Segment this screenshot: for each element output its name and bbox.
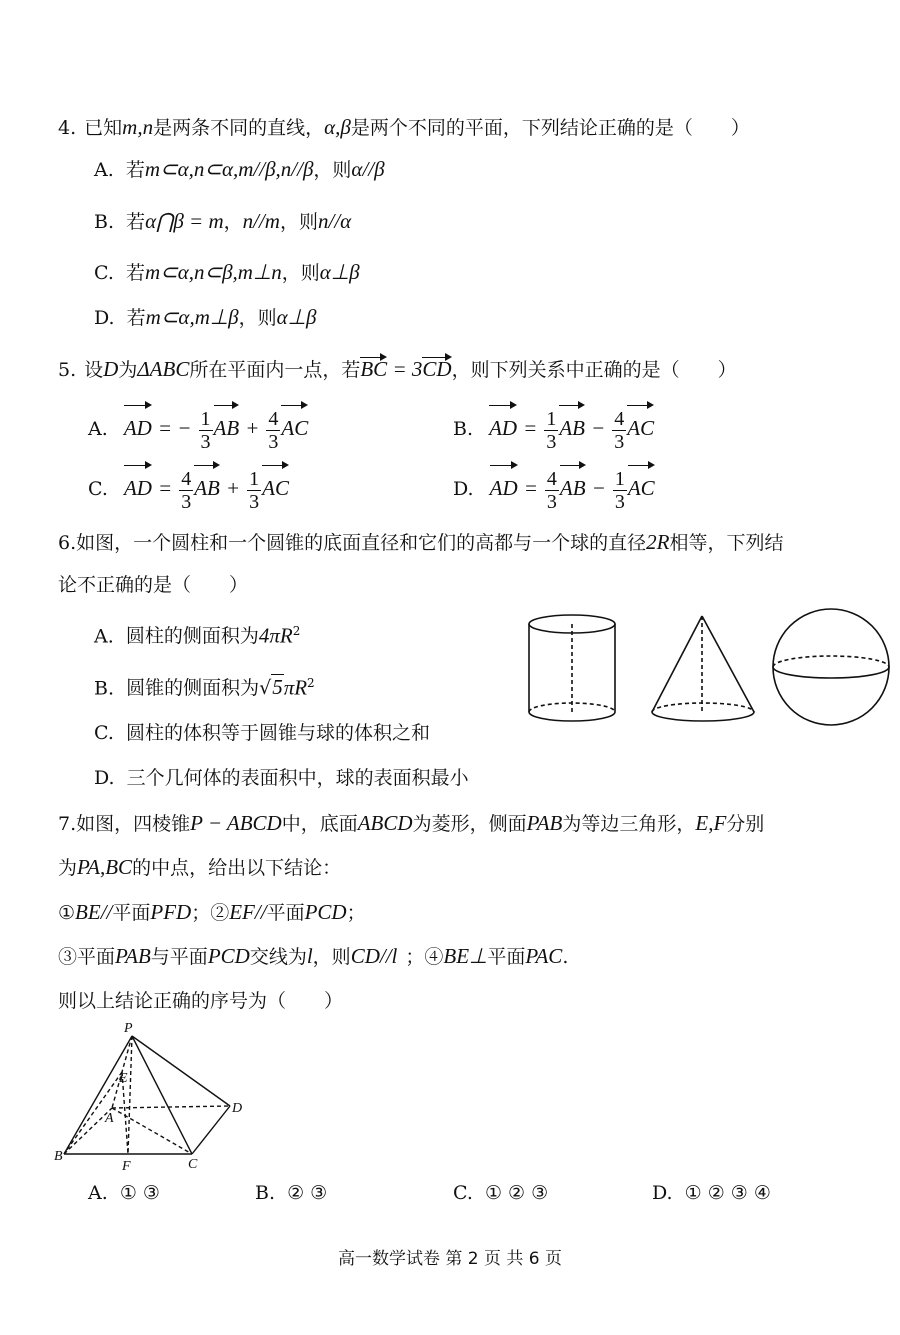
q5-number: 5.: [58, 359, 77, 381]
q7-var: P − ABCD: [190, 811, 282, 835]
fraction: [613, 468, 627, 513]
option-label: B.: [94, 677, 115, 700]
vector-ac: AC: [262, 464, 289, 512]
q7-text: 为: [58, 857, 78, 879]
option-text: 圆柱的侧面积为: [125, 625, 259, 648]
q6-option-b: [94, 670, 315, 701]
q7-text: ①: [58, 902, 76, 924]
vector-ad: AD: [489, 404, 517, 452]
q7-text: ③平面: [58, 946, 116, 968]
pyramid-figure: [52, 1018, 262, 1176]
q7-text: ；②: [191, 902, 230, 924]
q7-var: BE//: [75, 900, 113, 924]
q7-var: PAC: [525, 944, 563, 968]
q7-text: .: [562, 946, 569, 968]
option-label: D.: [652, 1182, 673, 1204]
q7-text: ；④: [405, 946, 444, 968]
q4-option-c: [94, 259, 360, 286]
q7-stem-line2: [58, 854, 341, 881]
q7-statements-3-4: [58, 943, 568, 970]
q5-text: ，则下列关系中正确的是（ ）: [451, 359, 737, 381]
option-label: C.: [453, 1182, 473, 1204]
math-sign: = −: [157, 416, 192, 440]
q7-text: 7.如图，四棱锥: [58, 813, 191, 835]
option-text: ，则: [279, 211, 318, 233]
option-text: 若: [125, 159, 145, 181]
fraction-num: 4: [181, 467, 192, 490]
q4-vars-ab: α,β: [324, 115, 351, 139]
sqrt: √5: [259, 675, 283, 700]
option-text: ，: [223, 211, 243, 233]
q6-var: 2R: [646, 530, 670, 554]
math-sign: −: [591, 476, 606, 500]
option-label: D.: [94, 767, 115, 789]
cone-figure: [644, 608, 764, 728]
q4-text-b: 是两条不同的直线，: [153, 117, 325, 139]
q5-text: 设: [84, 359, 104, 381]
q7-text: 的中点，给出以下结论：: [132, 857, 342, 879]
q7-var: PA,BC: [77, 855, 133, 879]
label-c: C: [188, 1157, 198, 1172]
q5-var: ΔABC: [137, 357, 190, 381]
q4-vars-mn: m,n: [122, 115, 154, 139]
fraction-den: 3: [200, 430, 211, 453]
option-math: n//α: [318, 209, 352, 233]
fraction-den: 3: [249, 490, 260, 513]
q7-text: 平面: [112, 902, 151, 924]
vector-ac: AC: [627, 404, 654, 452]
q5-option-c: [88, 464, 289, 513]
label-d: D: [232, 1101, 243, 1116]
option-math: πR: [283, 675, 308, 700]
sqrt-radicand: 5: [272, 675, 283, 700]
cylinder-figure: [520, 608, 630, 728]
option-math: m⊂α,n⊂β,m⊥n: [144, 260, 282, 284]
q7-text: 分别: [726, 813, 765, 835]
option-label: C.: [94, 722, 114, 744]
fraction-num: 4: [614, 407, 625, 430]
option-label: A.: [94, 625, 114, 648]
q5-text: 所在平面内一点，若: [189, 359, 361, 381]
fraction-den: 3: [546, 490, 557, 513]
vector-ac: AC: [281, 404, 308, 452]
q7-var: PCD: [207, 944, 250, 968]
q4-option-b: [94, 208, 351, 235]
option-text: ，则: [238, 307, 277, 329]
q4-option-a: [94, 156, 385, 183]
vector-ab: AB: [214, 404, 240, 452]
label-p: P: [124, 1021, 133, 1036]
q7-var: PFD: [150, 900, 192, 924]
fraction-num: 1: [614, 467, 625, 490]
q4-stem: [58, 114, 750, 141]
vector-ab: AB: [194, 464, 220, 512]
superscript: 2: [307, 676, 315, 690]
fraction: [247, 468, 261, 513]
option-text: ② ③: [287, 1182, 328, 1204]
option-label: B.: [453, 418, 474, 440]
fraction-den: 3: [268, 430, 279, 453]
q7-text: ，则: [312, 946, 351, 968]
q7-var: E,F: [695, 811, 727, 835]
fraction-num: 1: [546, 407, 557, 430]
option-label: C.: [88, 478, 108, 500]
q7-text: 平面: [487, 946, 526, 968]
option-text: 若: [126, 307, 146, 329]
fraction: [545, 468, 559, 513]
option-text: ① ③: [119, 1182, 160, 1204]
fraction-den: 3: [546, 430, 557, 453]
vector-cd: CD: [422, 357, 452, 381]
q4-option-d: [94, 304, 316, 331]
math-sign: +: [225, 476, 241, 500]
fraction: [612, 408, 626, 453]
q5-option-a: [88, 404, 308, 453]
q7-text: 为菱形，侧面: [412, 813, 527, 835]
option-math: α//β: [351, 157, 385, 181]
superscript: 2: [292, 624, 301, 638]
q7-option-b: [255, 1180, 327, 1206]
q7-var: CD//l: [350, 944, 398, 968]
fraction: [179, 468, 193, 513]
fraction-den: 3: [614, 490, 625, 513]
q4-number: 4.: [58, 117, 77, 139]
math-sign: =: [523, 416, 538, 440]
q6-text: 6.如图，一个圆柱和一个圆锥的底面直径和它们的高都与一个球的直径: [58, 532, 647, 554]
q7-option-d: [652, 1180, 771, 1206]
fraction-num: 1: [249, 467, 260, 490]
q7-text: 为等边三角形，: [562, 813, 696, 835]
option-text: 圆锥的侧面积为: [126, 677, 260, 700]
fraction: [544, 408, 558, 453]
option-math: α⋂β = m: [145, 209, 224, 233]
q7-var: PAB: [115, 944, 151, 968]
math-sign: =: [523, 476, 538, 500]
option-text: ，则: [313, 159, 352, 181]
page-footer: 高一数学试卷 第 2 页 共 6 页: [337, 1249, 563, 1269]
fraction: [199, 408, 213, 453]
option-text: 三个几何体的表面积中，球的表面积最小: [126, 767, 469, 789]
q7-question: 则以上结论正确的序号为（ ）: [58, 990, 344, 1012]
q7-text: 与平面: [150, 946, 208, 968]
vector-ab: AB: [560, 464, 586, 512]
label-b: B: [54, 1149, 63, 1164]
option-math: α⊥β: [276, 305, 317, 329]
q6-option-d: [94, 765, 469, 791]
option-math: m⊂α,n⊂α,m//β,n//β: [144, 157, 314, 181]
q6-stem-line1: [58, 529, 783, 556]
q7-var: PCD: [304, 900, 347, 924]
option-label: C.: [94, 262, 114, 284]
q7-var: PAB: [526, 811, 563, 835]
q5-eq: = 3: [387, 357, 423, 381]
q7-var: EF//: [229, 900, 267, 924]
option-math: m⊂α,m⊥β: [145, 305, 239, 329]
option-text: 若: [125, 262, 145, 284]
option-text: 若: [126, 211, 146, 233]
q7-var: BE⊥: [443, 944, 488, 968]
fraction-num: 4: [546, 467, 557, 490]
vector-bc: BC: [360, 357, 388, 381]
option-label: B.: [94, 211, 115, 233]
q5-text: 为: [118, 359, 138, 381]
q7-text: 平面: [266, 902, 305, 924]
option-text: 圆柱的体积等于圆锥与球的体积之和: [125, 722, 430, 744]
vector-ac: AC: [628, 464, 655, 512]
q4-text-c: 是两个不同的平面，下列结论正确的是（ ）: [350, 117, 750, 139]
option-label: D.: [453, 478, 474, 500]
q6-option-c: [94, 720, 430, 746]
q7-statements-1-2: [58, 899, 366, 926]
q5-option-b: [453, 404, 654, 453]
q6-option-a: [94, 618, 300, 649]
q7-option-c: [453, 1180, 548, 1206]
q7-text: 中，底面: [281, 813, 358, 835]
vector-ad: AD: [490, 464, 518, 512]
math-sign: +: [245, 416, 260, 440]
q4-text-a: 已知: [84, 117, 123, 139]
q6-text: 相等，下列结: [669, 532, 784, 554]
fraction: [266, 408, 280, 453]
option-label: A.: [88, 418, 108, 440]
option-label: D.: [94, 307, 115, 329]
q7-stem-line1: [58, 810, 764, 837]
math-sign: =: [158, 476, 173, 500]
fraction-den: 3: [614, 430, 625, 453]
fraction-num: 4: [268, 407, 279, 430]
math-sign: −: [591, 416, 606, 440]
option-text: ，则: [281, 262, 320, 284]
label-f: F: [122, 1159, 131, 1174]
vector-ab: AB: [559, 404, 585, 452]
q7-option-a: [88, 1180, 160, 1206]
label-e: E: [119, 1071, 128, 1086]
option-label: A.: [88, 1182, 108, 1204]
option-text: ① ② ③: [484, 1182, 549, 1204]
label-a: A: [105, 1111, 114, 1126]
option-math: 4πR: [258, 623, 293, 648]
option-math: α⊥β: [319, 260, 360, 284]
fraction-num: 1: [200, 407, 211, 430]
option-label: B.: [255, 1182, 276, 1204]
q6-stem-line2: 论不正确的是（ ）: [58, 574, 249, 596]
q5-var: D: [103, 357, 119, 381]
q7-var: l: [306, 944, 313, 968]
option-math: n//m: [242, 209, 280, 233]
q7-text: ；: [346, 902, 366, 924]
option-text: ① ② ③ ④: [684, 1182, 771, 1204]
q5-stem: [58, 356, 737, 383]
vector-ad: AD: [124, 404, 152, 452]
vector-ad: AD: [124, 464, 152, 512]
q5-option-d: [453, 464, 655, 513]
fraction-den: 3: [181, 490, 192, 513]
q7-var: ABCD: [357, 811, 413, 835]
option-label: A.: [94, 159, 114, 181]
sphere-figure: [768, 604, 896, 732]
q7-text: 交线为: [249, 946, 307, 968]
